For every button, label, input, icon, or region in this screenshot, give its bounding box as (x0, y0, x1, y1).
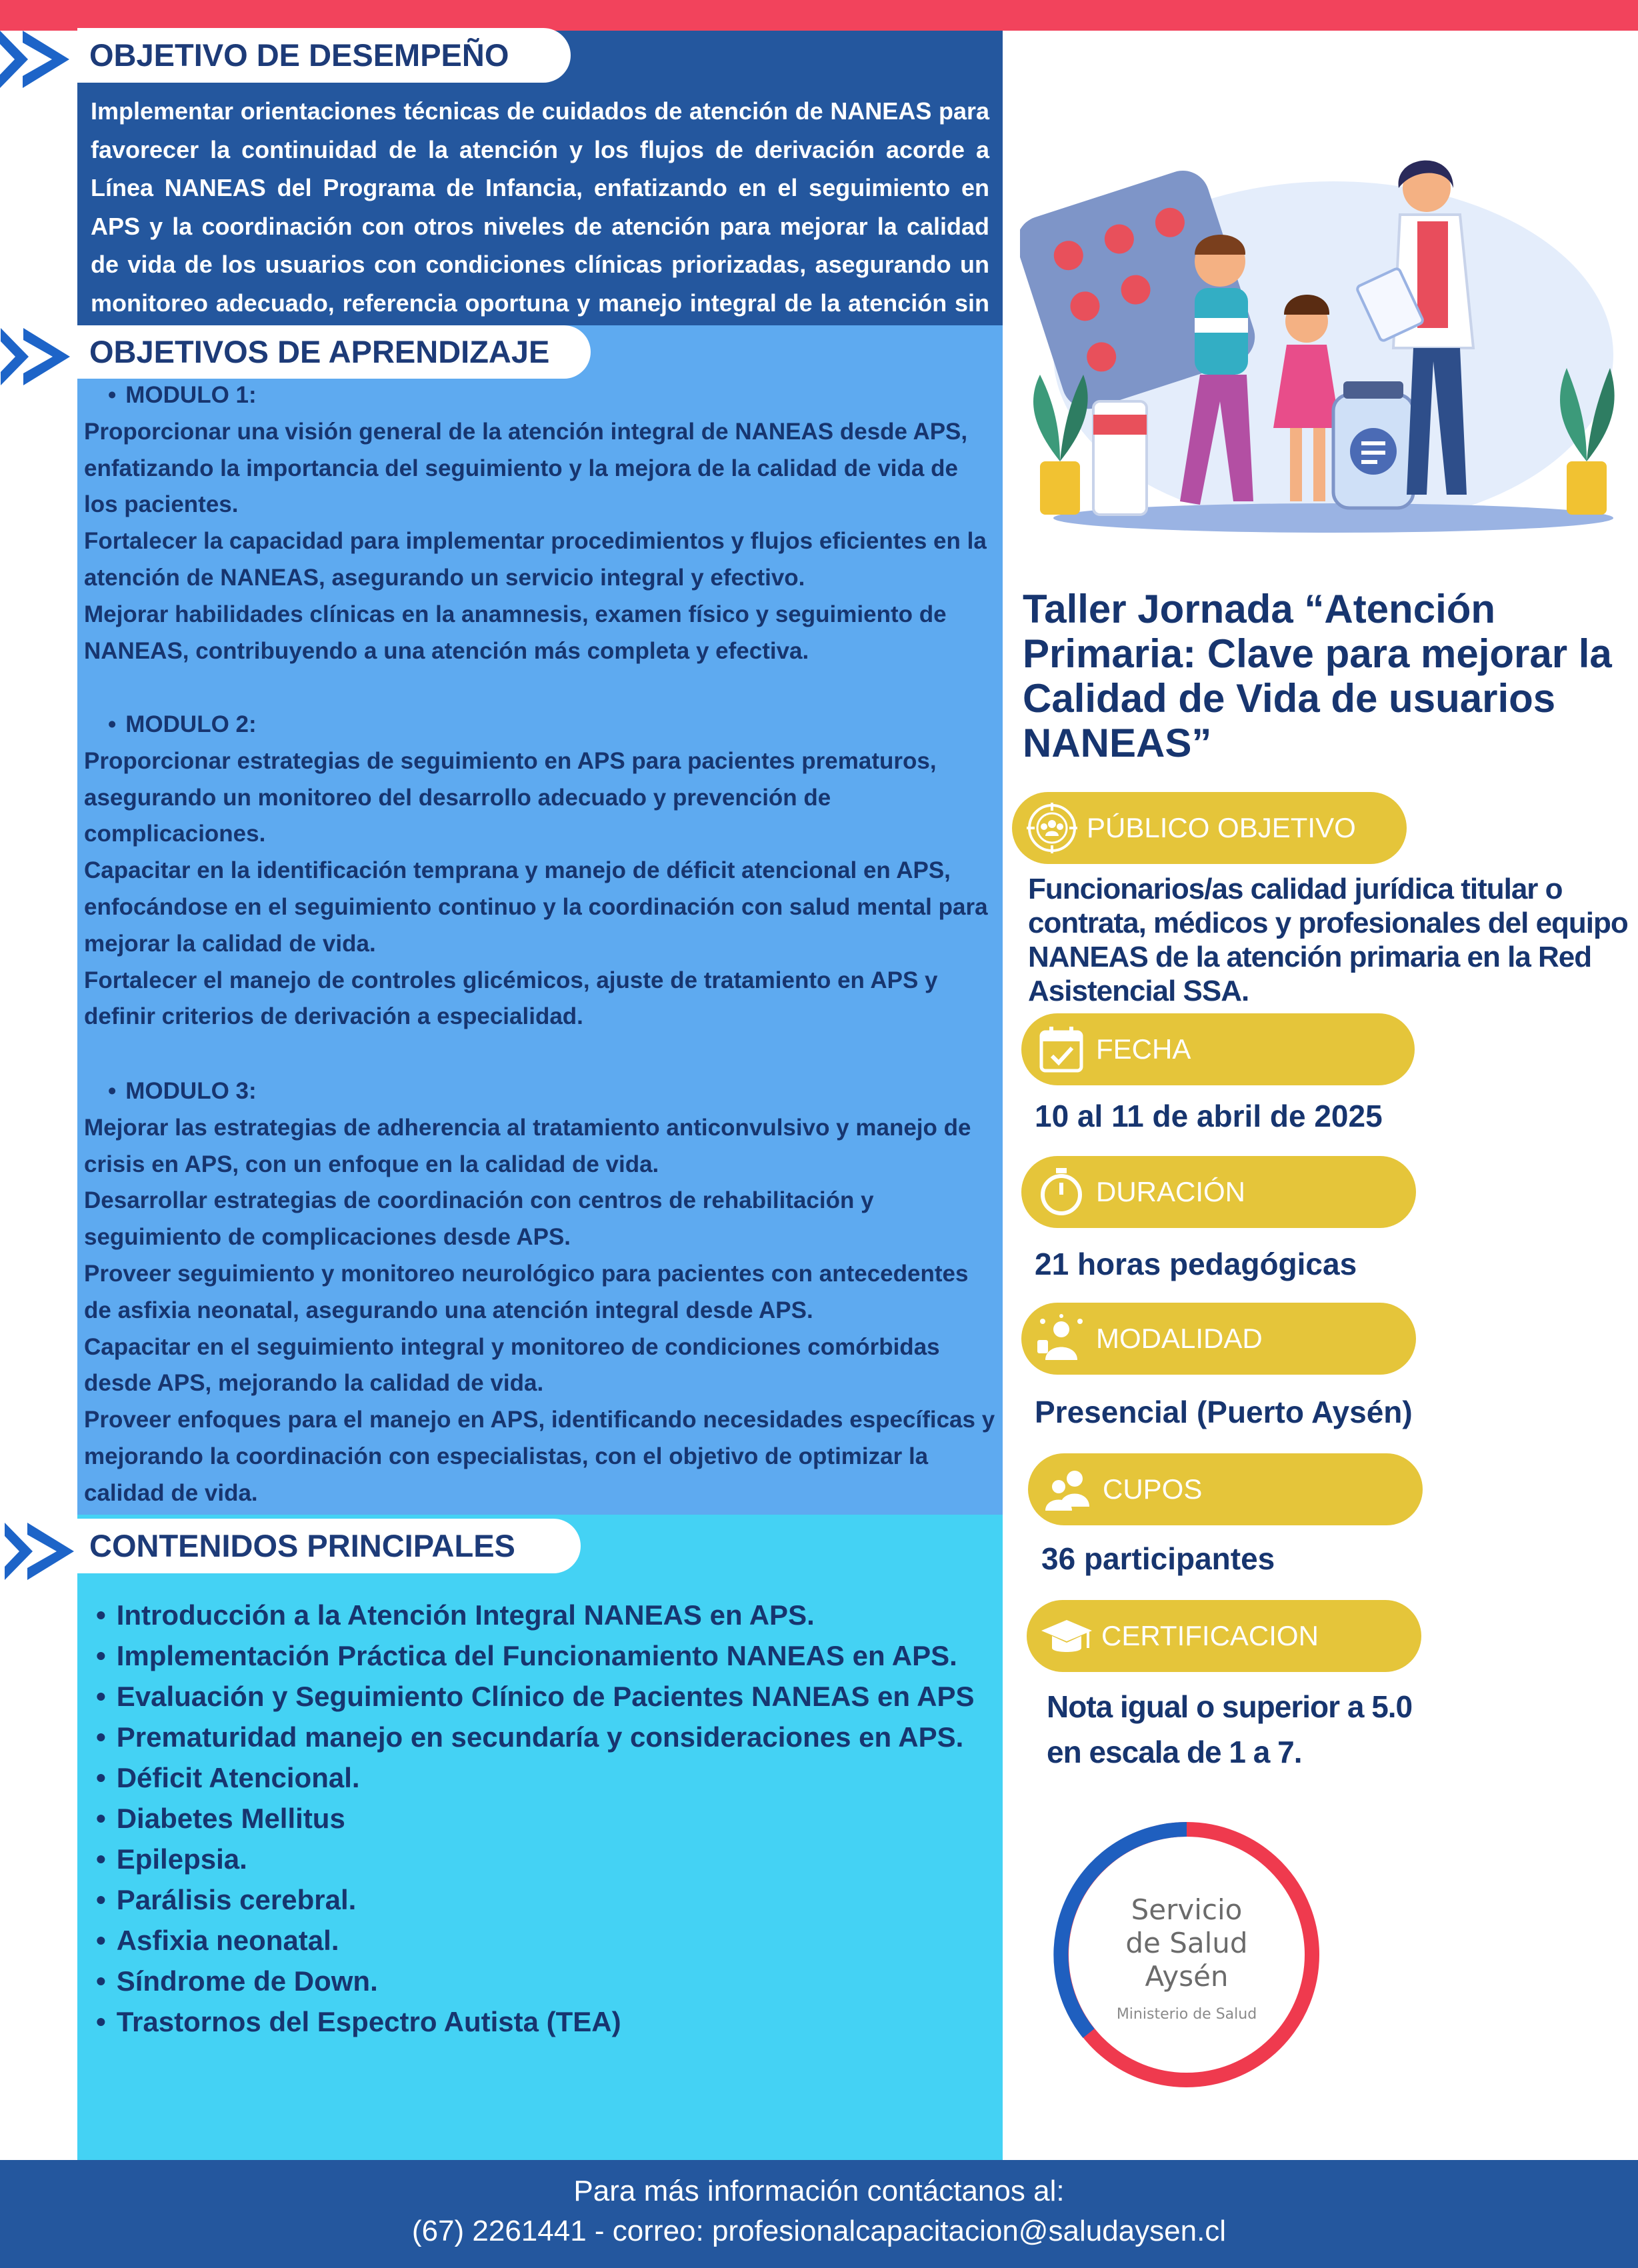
list-item: • Evaluación y Seguimiento Clínico de Pacientes NANEAS en APS (96, 1676, 975, 1717)
list-item: • Trastornos del Espectro Autista (TEA) (96, 2001, 975, 2042)
top-accent-bar (0, 0, 1638, 31)
chevron-right-icon (4, 1521, 79, 1581)
certificacion-value (1047, 1684, 1412, 1775)
modulo-2-item: Fortalecer el manejo de controles glicémicos, ajuste de tratamiento en APS y definir criterios de derivación a especialidad. (84, 967, 938, 1030)
list-item: • Epilepsia. (96, 1839, 975, 1879)
modulo-2 (84, 707, 997, 1035)
stopwatch-icon (1036, 1167, 1087, 1217)
fecha-value: 10 al 11 de abril de 2025 (1035, 1099, 1383, 1133)
people-target-icon (1027, 803, 1077, 853)
objetivos-aprendizaje-panel (77, 325, 1003, 1515)
fecha-label: FECHA (1096, 1033, 1191, 1065)
objetivos-aprendizaje-heading: OBJETIVOS DE APRENDIZAJE (77, 325, 591, 379)
list-item: • Diabetes Mellitus (96, 1798, 975, 1839)
certificacion-line: en escala de 1 a 7. (1047, 1735, 1302, 1769)
footer-line: Para más información contáctanos al: (573, 2175, 1065, 2207)
cupos-label: CUPOS (1103, 1473, 1203, 1505)
publico-objetivo-label: PÚBLICO OBJETIVO (1087, 812, 1356, 843)
certificacion-label: CERTIFICACION (1101, 1620, 1319, 1651)
modulo-1-item: Mejorar habilidades clínicas en la anamnesis, examen físico y seguimiento de NANEAS, contribuyendo a una atención más completa y efectiva. (84, 601, 947, 664)
taller-title: Taller Jornada “Atención Primaria: Clave para mejorar la Calidad de Vida de usuarios NANEAS” (1023, 587, 1612, 765)
modulo-3-item: Mejorar las estrategias de adherencia al tratamiento anticonvulsivo y manejo de crisis en APS, con un enfoque en la calidad de vida. (84, 1114, 971, 1177)
modulo-3-item: Capacitar en el seguimiento integral y monitoreo de condiciones comórbidas desde APS, mejorando la calidad de vida. (84, 1333, 940, 1397)
duracion-label: DURACIÓN (1096, 1176, 1246, 1207)
objetivo-desempeno-heading: OBJETIVO DE DESEMPEÑO (77, 28, 571, 83)
cupos-value: 36 participantes (1041, 1541, 1275, 1576)
modalidad-badge (1021, 1303, 1416, 1375)
publico-objetivo-badge (1012, 792, 1407, 864)
footer (0, 2160, 1638, 2268)
logo-line: Servicio (1131, 1893, 1243, 1926)
modulo-3 (84, 1073, 997, 1512)
certificacion-badge (1027, 1600, 1421, 1672)
presenter-icon (1036, 1313, 1087, 1364)
modulo-2-item: Capacitar en la identificación temprana y manejo de déficit atencional en APS, enfocándose en el seguimiento continuo y la coordinación con salud mental para mejorar la calidad de vida. (84, 857, 988, 957)
logo-line: Aysén (1145, 1960, 1229, 1993)
modulo-3-item: Proveer enfoques para el manejo en APS, identificando necesidades específicas y mejorando la coordinación con especialistas, con el objetivo de optimizar la calidad de vida. (84, 1407, 995, 1506)
calendar-check-icon (1036, 1024, 1087, 1075)
modulo-3-item: Desarrollar estrategias de coordinación con centros de rehabilitación y seguimiento de complicaciones desde APS. (84, 1187, 874, 1251)
users-icon (1043, 1464, 1093, 1515)
servicio-salud-aysen-logo (1052, 1820, 1321, 2089)
list-item: • Parálisis cerebral. (96, 1879, 975, 1920)
chevron-right-icon (0, 327, 75, 387)
list-item: • Déficit Atencional. (96, 1757, 975, 1798)
certificacion-line: Nota igual o superior a 5.0 (1047, 1689, 1413, 1724)
logo-line: de Salud (1125, 1927, 1248, 1959)
modalidad-label: MODALIDAD (1096, 1323, 1263, 1354)
doctor-children-illustration (1020, 148, 1620, 541)
logo-subtitle: Ministerio de Salud (1116, 2006, 1257, 2023)
modulo-3-item: Proveer seguimiento y monitoreo neurológico para pacientes con antecedentes de asfixia neonatal, asegurando una atención integral desde APS. (84, 1260, 969, 1323)
contenidos-list (96, 1595, 975, 2042)
modulo-3-title: • MODULO 3: (84, 1073, 997, 1110)
contenidos-heading: CONTENIDOS PRINCIPALES (77, 1519, 581, 1573)
modulo-2-item: Proporcionar estrategias de seguimiento en APS para pacientes prematuros, asegurando un monitoreo del desarrollo adecuado y prevención de complicaciones. (84, 747, 937, 847)
modalidad-value: Presencial (Puerto Aysén) (1035, 1395, 1413, 1429)
list-item: • Síndrome de Down. (96, 1961, 975, 2001)
contenidos-panel (77, 1515, 1003, 2160)
graduation-cap-icon (1041, 1611, 1092, 1661)
cupos-badge (1028, 1453, 1423, 1525)
list-item: • Introducción a la Atención Integral NANEAS en APS. (96, 1595, 975, 1635)
modulo-1-item: Fortalecer la capacidad para implementar procedimientos y flujos eficientes en la atención de NANEAS, asegurando un servicio integral y efectivo. (84, 528, 987, 591)
modulo-1 (84, 377, 997, 669)
modulo-1-title: • MODULO 1: (84, 377, 997, 414)
chevron-right-icon (0, 29, 73, 89)
modulo-1-item: Proporcionar una visión general de la atención integral de NANEAS desde APS, enfatizando la importancia del seguimiento y la mejora de la calidad de vida de los pacientes. (84, 418, 968, 518)
modulo-2-title: • MODULO 2: (84, 707, 997, 743)
footer-contact: (67) 2261441 - correo: profesionalcapacitacion@saludaysen.cl (411, 2215, 1227, 2247)
publico-objetivo-value: Funcionarios/as calidad jurídica titular o contrata, médicos y profesionales del equipo NANEAS de la atención primaria en la Red Asistencial SSA. (1028, 873, 1628, 1007)
list-item: • Implementación Práctica del Funcionamiento NANEAS en APS. (96, 1635, 975, 1676)
fecha-badge (1021, 1013, 1415, 1085)
duracion-value: 21 horas pedagógicas (1035, 1247, 1357, 1281)
objetivo-desempeno-text: Implementar orientaciones técnicas de cuidados de atención de NANEAS para favorecer la continuidad de la atención y los flujos de derivación acorde a Línea NANEAS del Programa de Infancia, enfatizando en el seguimiento en APS y la coordinación con otros niveles de atención para mejorar la calidad de vida de los usuarios con condiciones clínicas priorizadas, asegurando un monitoreo adecuado, referencia oportuna y manejo integral de la atención sin (91, 97, 989, 317)
list-item: • Asfixia neonatal. (96, 1920, 975, 1961)
list-item: • Prematuridad manejo en secundaría y consideraciones en APS. (96, 1717, 975, 1757)
duracion-badge (1021, 1156, 1416, 1228)
